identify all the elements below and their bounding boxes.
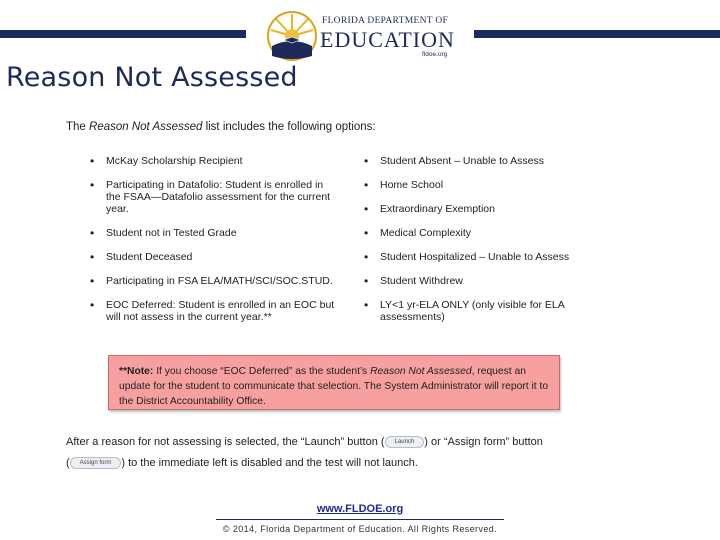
list-item: • Student not in Tested Grade — [88, 227, 336, 239]
options-list-right — [362, 155, 594, 335]
header-bar-right — [474, 30, 720, 38]
footer-link[interactable]: www.FLDOE.org — [316, 503, 404, 515]
list-item: • Participating in Datafolio: Student is enrolled in the FSAA—Datafolio assessment for the current year. — [88, 179, 336, 215]
note-text-1: If you choose “EOC Deferred” as the student’s — [153, 366, 371, 377]
note-label: **Note: — [119, 366, 154, 377]
note-text-2: , request an update for the student to communicate that selection. The System Administrator will report it to the District Accountability Office. — [119, 366, 549, 407]
intro-text — [66, 121, 376, 133]
launch-paragraph — [66, 436, 543, 448]
list-item: • Student Withdrew — [362, 275, 594, 287]
footer-divider — [216, 519, 504, 520]
list-item: • Medical Complexity — [362, 227, 594, 239]
list-item: • Home School — [362, 179, 594, 191]
intro-prefix: The — [66, 121, 90, 133]
org-url: fldoe.org — [422, 51, 448, 58]
list-item: • Student Absent – Unable to Assess — [362, 155, 594, 167]
para2-text-b: ) to the immediate left is disabled and the test will not launch. — [121, 457, 418, 469]
note-italic: Reason Not Assessed — [370, 366, 472, 377]
para1-text-a: After a reason for not assessing is selected, the “Launch” button ( — [66, 436, 385, 448]
header-bar-left — [0, 30, 246, 38]
para2-text-a: ( — [66, 457, 70, 469]
list-item: • Student Deceased — [88, 251, 336, 263]
list-item: • LY<1 yr-ELA ONLY (only visible for ELA assessments) — [362, 299, 594, 323]
intro-suffix: list includes the following options: — [202, 121, 376, 133]
org-name-line1: FLORIDA DEPARTMENT OF — [322, 16, 449, 26]
assign-paragraph — [66, 457, 418, 469]
launch-button[interactable]: Launch — [385, 436, 425, 448]
fldoe-logo — [266, 10, 466, 62]
list-item: • Extraordinary Exemption — [362, 203, 594, 215]
state-seal-icon — [266, 10, 318, 62]
list-item: • McKay Scholarship Recipient — [88, 155, 336, 167]
list-item: • Participating in FSA ELA/MATH/SCI/SOC.STUD. — [88, 275, 336, 287]
page-title: Reason Not Assessed — [6, 62, 298, 93]
assign-form-button[interactable]: Assign form — [70, 457, 122, 469]
intro-italic: Reason Not Assessed — [89, 121, 203, 133]
para1-text-b: ) or “Assign form” button — [424, 436, 543, 448]
list-item: • Student Hospitalized – Unable to Assess — [362, 251, 594, 263]
options-list-left — [88, 155, 336, 335]
copyright-text: © 2014, Florida Department of Education. All Rights Reserved. — [222, 524, 498, 534]
list-item: • EOC Deferred: Student is enrolled in an EOC but will not assess in the current year.** — [88, 299, 336, 323]
org-name-line2: EDUCATION — [320, 27, 455, 52]
note-box — [108, 355, 560, 410]
